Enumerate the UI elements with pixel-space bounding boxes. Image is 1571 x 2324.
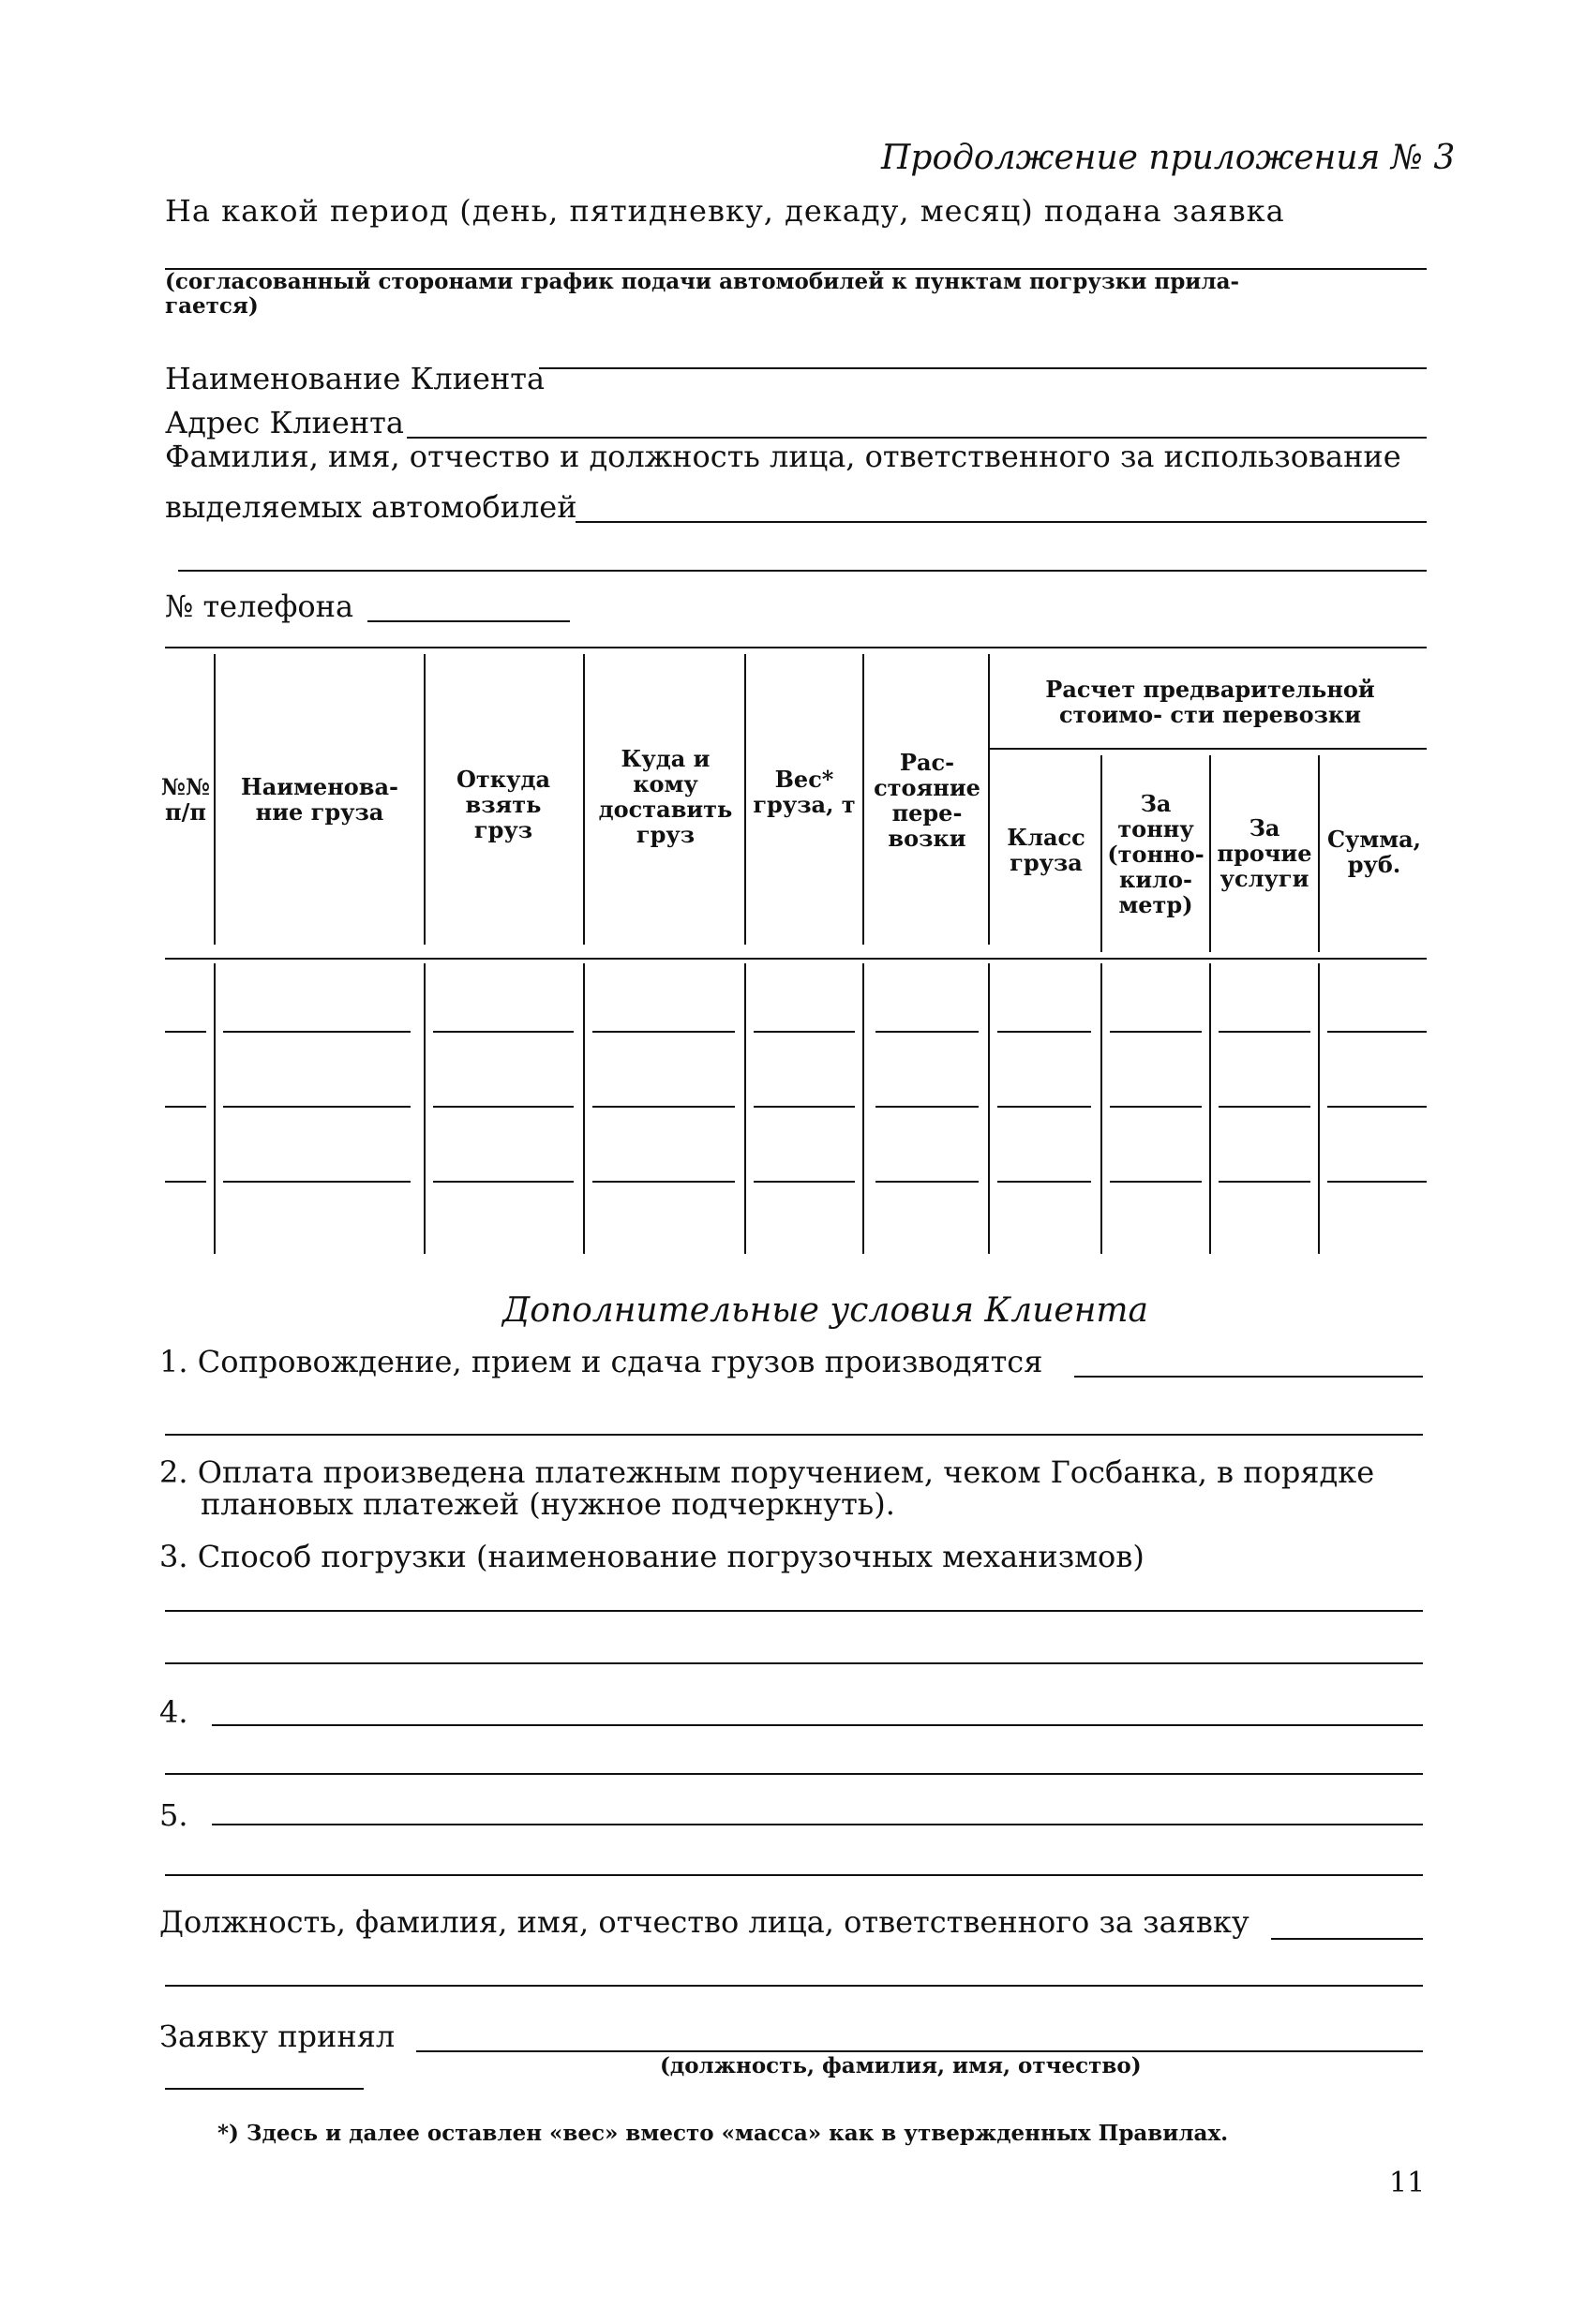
- th-cargo-name: Наименова- ние груза: [241, 773, 398, 826]
- condition-3-line-2[interactable]: [165, 1662, 1423, 1664]
- responsible-line[interactable]: [576, 521, 1427, 523]
- continuation-heading: Продолжение приложения № 3: [881, 139, 1456, 177]
- footnote: *) Здесь и далее оставлен «вес» вместо «масса» как в утвержденных Правилах.: [217, 2121, 1229, 2146]
- condition-item-3: 3. Способ погрузки (наименование погрузочных механизмов): [159, 1539, 1145, 1574]
- th-from: Откуда взять груз: [456, 766, 551, 843]
- page-number: 11: [1389, 2167, 1426, 2199]
- responsible-label-line1: Фамилия, имя, отчество и должность лица, ответственного за использование: [165, 439, 1401, 474]
- th-other: За прочие услуги: [1217, 814, 1312, 892]
- th-weight: Вес* груза, т: [753, 766, 856, 818]
- th-calc-group: Расчет предварительной стоимо- сти перевозки: [1045, 676, 1375, 728]
- client-name-line[interactable]: [539, 367, 1427, 369]
- accepted-by-caption: (должность, фамилия, имя, отчество): [660, 2053, 1142, 2078]
- responsible-label-line2: выделяемых автомобилей: [165, 489, 577, 525]
- condition-5-line-2[interactable]: [165, 1874, 1423, 1876]
- accepted-by-short-line: [165, 2088, 364, 2090]
- phone-label: № телефона: [165, 588, 354, 624]
- accepted-by-label: Заявку принял: [159, 2019, 396, 2054]
- condition-4-line-2[interactable]: [165, 1773, 1423, 1775]
- th-per-ton: За тонну (тонно- кило- метр): [1107, 790, 1204, 918]
- th-sum: Сумма, руб.: [1326, 826, 1422, 878]
- condition-item-4: 4.: [159, 1694, 188, 1730]
- condition-1-line[interactable]: [1074, 1376, 1423, 1378]
- client-address-label: Адрес Клиента: [165, 405, 404, 440]
- condition-1-line-2[interactable]: [165, 1434, 1423, 1436]
- condition-item-2-line2: плановых платежей (нужное подчеркнуть).: [201, 1486, 895, 1522]
- responsible-for-request-line[interactable]: [1271, 1938, 1423, 1940]
- th-distance: Рас- стояние пере- возки: [874, 749, 980, 852]
- period-question: На какой период (день, пятидневку, декаду, месяц) подана заявка: [165, 193, 1285, 229]
- th-num: №№ п/п: [160, 773, 211, 826]
- phone-line[interactable]: [367, 620, 570, 622]
- th-to: Куда и кому доставить груз: [598, 745, 733, 848]
- responsible-for-request-label: Должность, фамилия, имя, отчество лица, ответственного за заявку: [159, 1904, 1249, 1940]
- conditions-title: Дополнительные условия Клиента: [502, 1291, 1149, 1330]
- condition-4-line[interactable]: [212, 1724, 1423, 1726]
- accepted-by-line[interactable]: [416, 2050, 1423, 2052]
- responsible-for-request-line-2[interactable]: [165, 1985, 1423, 1987]
- condition-item-1: 1. Сопровождение, прием и сдача грузов производятся: [159, 1344, 1043, 1379]
- responsible-line-2[interactable]: [178, 570, 1427, 572]
- period-note-line1: (согласованный сторонами график подачи автомобилей к пунктам погрузки прила-: [165, 269, 1240, 294]
- condition-item-2-line1: 2. Оплата произведена платежным поручением, чеком Госбанка, в порядке: [159, 1454, 1375, 1490]
- condition-item-5: 5.: [159, 1797, 188, 1833]
- condition-3-line-1[interactable]: [165, 1610, 1423, 1612]
- period-note-line2: гается): [165, 293, 259, 319]
- client-name-label: Наименование Клиента: [165, 361, 546, 396]
- th-cargo-class: Класс груза: [1007, 824, 1085, 876]
- condition-5-line[interactable]: [212, 1824, 1423, 1825]
